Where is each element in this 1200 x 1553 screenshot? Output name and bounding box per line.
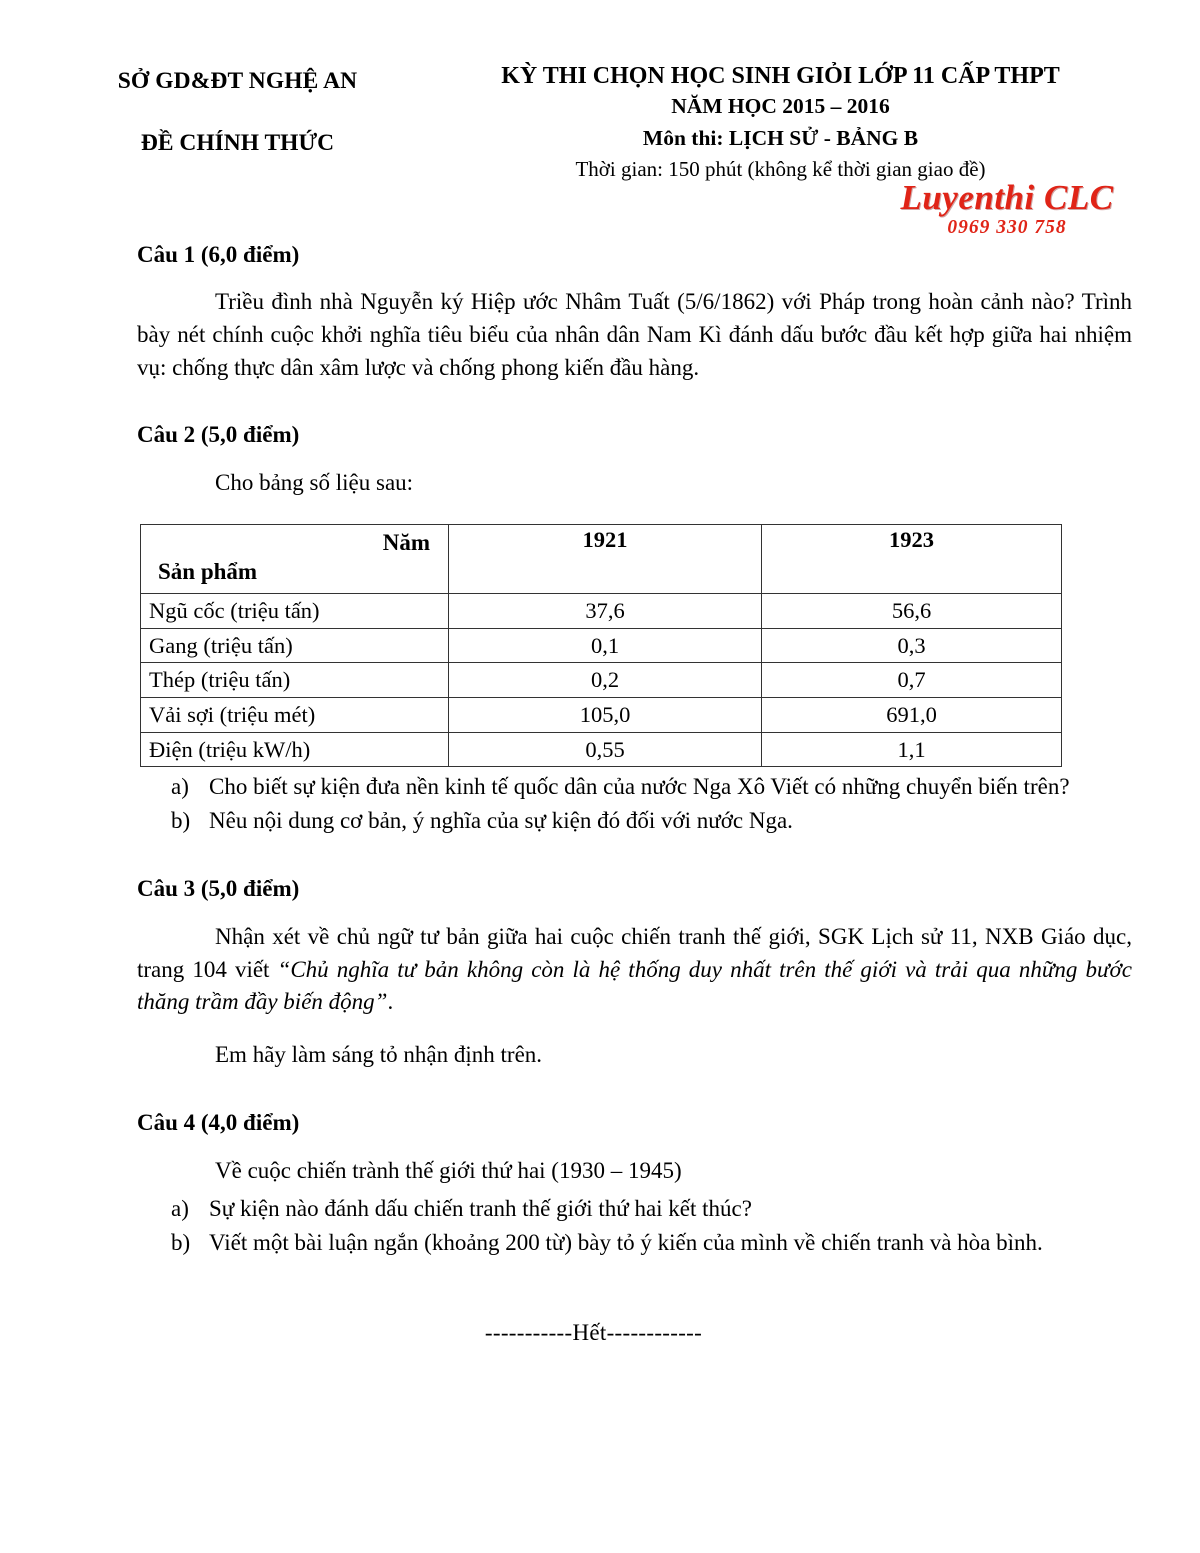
header-left-block	[60, 62, 415, 157]
question-3-body	[137, 921, 1140, 1019]
corner-year-label: Năm	[382, 530, 430, 555]
data-table-wrapper	[137, 524, 1140, 767]
table-row	[141, 628, 1062, 663]
row-value-1923: 1,1	[762, 732, 1062, 767]
department-name: SỞ GD&ĐT NGHỆ AN	[117, 68, 358, 94]
question-3-closing: Em hãy làm sáng tỏ nhận định trên.	[215, 1042, 543, 1068]
question-3-trailing-text: .	[387, 989, 394, 1015]
list-marker: a)	[171, 774, 189, 800]
list-item	[137, 1193, 1140, 1226]
row-label: Điện (triệu kW/h)	[141, 732, 449, 767]
end-of-paper-marker: -----------Hết------------	[484, 1320, 703, 1345]
brand-logo	[872, 180, 1142, 238]
list-marker: b)	[171, 808, 191, 834]
table-row	[141, 732, 1062, 767]
exam-title: KỲ THI CHỌN HỌC SINH GIỎI LỚP 11 CẤP THPT	[501, 63, 1060, 89]
question-3-lead-text: Nhận xét về chủ ngữ tư bản giữa hai cuộc chiến tranh thế giới, SGK Lịch sử 11, NXB Giáo dục, trang 104 viết	[137, 924, 1132, 982]
question-4-heading: Câu 4 (4,0 điểm)	[137, 1109, 300, 1135]
document-header	[0, 0, 1200, 184]
list-marker: b)	[171, 1230, 191, 1256]
list-item-text: Sự kiện nào đánh dấu chiến tranh thế giới thứ hai kết thúc?	[209, 1196, 752, 1222]
row-label: Thép (triệu tấn)	[141, 663, 449, 698]
row-label: Vải sợi (triệu mét)	[141, 698, 449, 733]
question-4-sub-list	[137, 1193, 1140, 1260]
document-body	[0, 240, 1200, 1346]
list-item-text: Cho biết sự kiện đưa nền kinh tế quốc dân của nước Nga Xô Viết có những chuyển biến trên?	[209, 774, 1070, 800]
list-item	[137, 805, 1140, 838]
row-label: Ngũ cốc (triệu tấn)	[141, 594, 449, 629]
header-right-block	[415, 62, 1140, 184]
official-exam-label: ĐỀ CHÍNH THỨC	[140, 130, 335, 157]
list-marker: a)	[171, 1196, 189, 1222]
table-row	[141, 663, 1062, 698]
school-year: NĂM HỌC 2015 – 2016	[671, 94, 890, 119]
row-label: Gang (triệu tấn)	[141, 628, 449, 663]
table-row	[141, 698, 1062, 733]
question-2-sub-list	[137, 771, 1140, 838]
list-item	[137, 771, 1140, 804]
row-value-1921: 105,0	[449, 698, 762, 733]
question-2-heading: Câu 2 (5,0 điểm)	[137, 422, 300, 448]
question-1-heading: Câu 1 (6,0 điểm)	[137, 241, 300, 267]
table-header-row	[141, 525, 1062, 594]
table-body	[141, 594, 1062, 767]
list-item-text: Nêu nội dung cơ bản, ý nghĩa của sự kiện đó đối với nước Nga.	[209, 808, 793, 834]
question-3-heading: Câu 3 (5,0 điểm)	[137, 876, 300, 902]
column-header-1921: 1921	[449, 525, 762, 594]
corner-product-label: Sản phẩm	[158, 559, 258, 585]
row-value-1921: 37,6	[449, 594, 762, 629]
row-value-1923: 56,6	[762, 594, 1062, 629]
list-item-text: Viết một bài luận ngắn (khoảng 200 từ) bày tỏ ý kiến của mình về chiến tranh và hòa bình.	[209, 1230, 1043, 1256]
list-item	[137, 1227, 1140, 1260]
brand-phone: 0969 330 758	[947, 217, 1067, 238]
row-value-1921: 0,1	[449, 628, 762, 663]
question-4-intro: Về cuộc chiến trành thế giới thứ hai (1930 – 1945)	[215, 1157, 682, 1183]
table-head	[141, 525, 1062, 594]
question-3-quote: “Chủ nghĩa tư bản không còn là hệ thống duy nhất trên thế giới và trải qua những bước thăng trầm đầy biến động”	[137, 956, 1132, 1015]
subject-line: Môn thi: LỊCH SỬ - BẢNG B	[642, 125, 919, 150]
column-header-1923: 1923	[762, 525, 1062, 594]
duration-line: Thời gian: 150 phút (không kể thời gian giao đề)	[575, 157, 986, 182]
row-value-1923: 0,7	[762, 663, 1062, 698]
table-row	[141, 594, 1062, 629]
brand-name: Luyenthi CLC	[900, 178, 1114, 217]
question-2-intro: Cho bảng số liệu sau:	[215, 470, 414, 496]
table-corner-cell	[141, 525, 449, 594]
statistics-table	[140, 524, 1062, 767]
row-value-1921: 0,55	[449, 732, 762, 767]
row-value-1921: 0,2	[449, 663, 762, 698]
row-value-1923: 0,3	[762, 628, 1062, 663]
question-1-body: Triều đình nhà Nguyễn ký Hiệp ước Nhâm Tuất (5/6/1862) với Pháp trong hoàn cảnh nào? Trình bày nét chính cuộc khởi nghĩa tiêu biểu của nhân dân Nam Kì đánh dấu bước đầu kết hợp giữa hai nhiệm vụ: chống thực dân xâm lược và chống phong kiến đầu hàng.	[137, 289, 1132, 380]
row-value-1923: 691,0	[762, 698, 1062, 733]
